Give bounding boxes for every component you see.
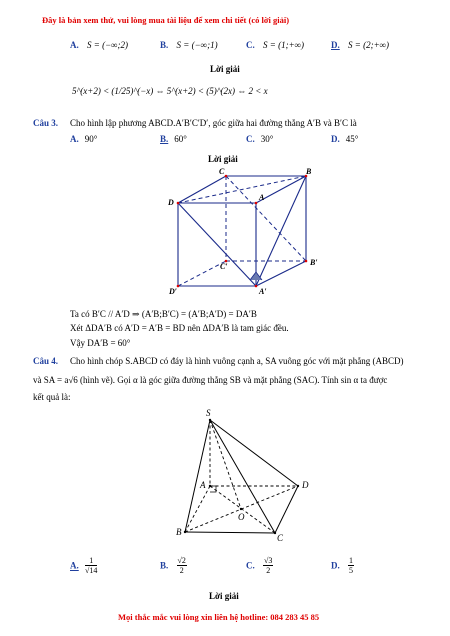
q4-text-2: và SA = a√6 (hình vẽ). Gọi α là góc giữa đường thẳng SB và mặt phẳng (SAC). Tính sin α ta được <box>33 375 388 385</box>
cube-label-b1: B′ <box>310 258 318 267</box>
pyramid-label-s: S <box>206 408 211 418</box>
pyramid-label-o: O <box>238 512 245 522</box>
q3-text: Cho hình lập phương ABCD.A′B′C′D′, góc giữa hai đường thẳng A′B và B′C là <box>70 118 357 128</box>
q3-solution-line-3: Vậy DA′B = 60° <box>70 338 131 348</box>
cube-label-d: D <box>168 198 174 207</box>
q4-option-c: C. $\frac{√3}{2}$ <box>246 556 273 575</box>
cube-label-a1: A′ <box>259 287 267 296</box>
pyramid-label-c: C <box>277 533 284 543</box>
footer-hotline: Mọi thắc mắc vui lòng xin liên hệ hotline: 084 283 45 85 <box>118 612 320 622</box>
cube-label-c: C <box>219 167 225 176</box>
prev-option-c: C. S = (1;+∞) <box>246 40 305 50</box>
q3-solution-line-1: Ta có B′C // A′D ⇒ (A′B;B′C) = (A′B;A′D) = DA′B <box>70 309 257 319</box>
cube-label-b: B <box>306 167 312 176</box>
cube-label-a: A <box>259 193 265 202</box>
cube-label-c1: C′ <box>220 262 228 271</box>
q4-text-3: kết quả là: <box>33 392 71 402</box>
prev-option-b: B. S = (−∞;1) <box>160 40 218 50</box>
header-banner: Đây là bản xem thử, vui lòng mua tài liệu để xem chi tiết (có lời giải) <box>42 15 290 25</box>
q3-option-b: B. 60° <box>160 134 187 144</box>
q4-option-d: D. $\frac{1}{5}$ <box>331 556 353 575</box>
q4-option-b: B. $\frac{√2}{2}$ <box>160 556 186 575</box>
q4-label: Câu 4. <box>33 356 59 366</box>
q4-text-1: Cho hình chóp S.ABCD có đáy là hình vuông cạnh a, SA vuông góc với mặt phẳng (ABCD) <box>70 356 404 366</box>
prev-solution-line: 5^(x+2) < (1/25)^(−x) ⇔ 5^(x+2) < (5)^(2x) ⇔ 2 < x <box>72 86 268 96</box>
prev-option-d: D. S = (2;+∞) <box>331 40 390 50</box>
prev-option-a: A. S = (−∞;2) <box>70 40 129 50</box>
pyramid-label-b: B <box>176 527 182 537</box>
q4-solution-title: Lời giải <box>209 591 239 601</box>
q4-option-a: A. $\frac{1}{√14}$ <box>70 556 98 575</box>
q3-label: Câu 3. <box>33 118 59 128</box>
q3-option-a: A. 90° <box>70 134 98 144</box>
cube-label-d1: D′ <box>169 287 178 296</box>
q3-option-c: C. 30° <box>246 134 274 144</box>
pyramid-label-a: A <box>200 480 206 490</box>
q3-solution-title: Lời giải <box>208 154 238 164</box>
q3-option-d: D. 45° <box>331 134 359 144</box>
prev-solution-title: Lời giải <box>210 64 240 74</box>
pyramid-label-d: D <box>302 480 309 490</box>
q3-solution-line-2: Xét ΔDA′B có A′D = A′B = BD nên ΔDA′B là tam giác đều. <box>70 323 289 333</box>
